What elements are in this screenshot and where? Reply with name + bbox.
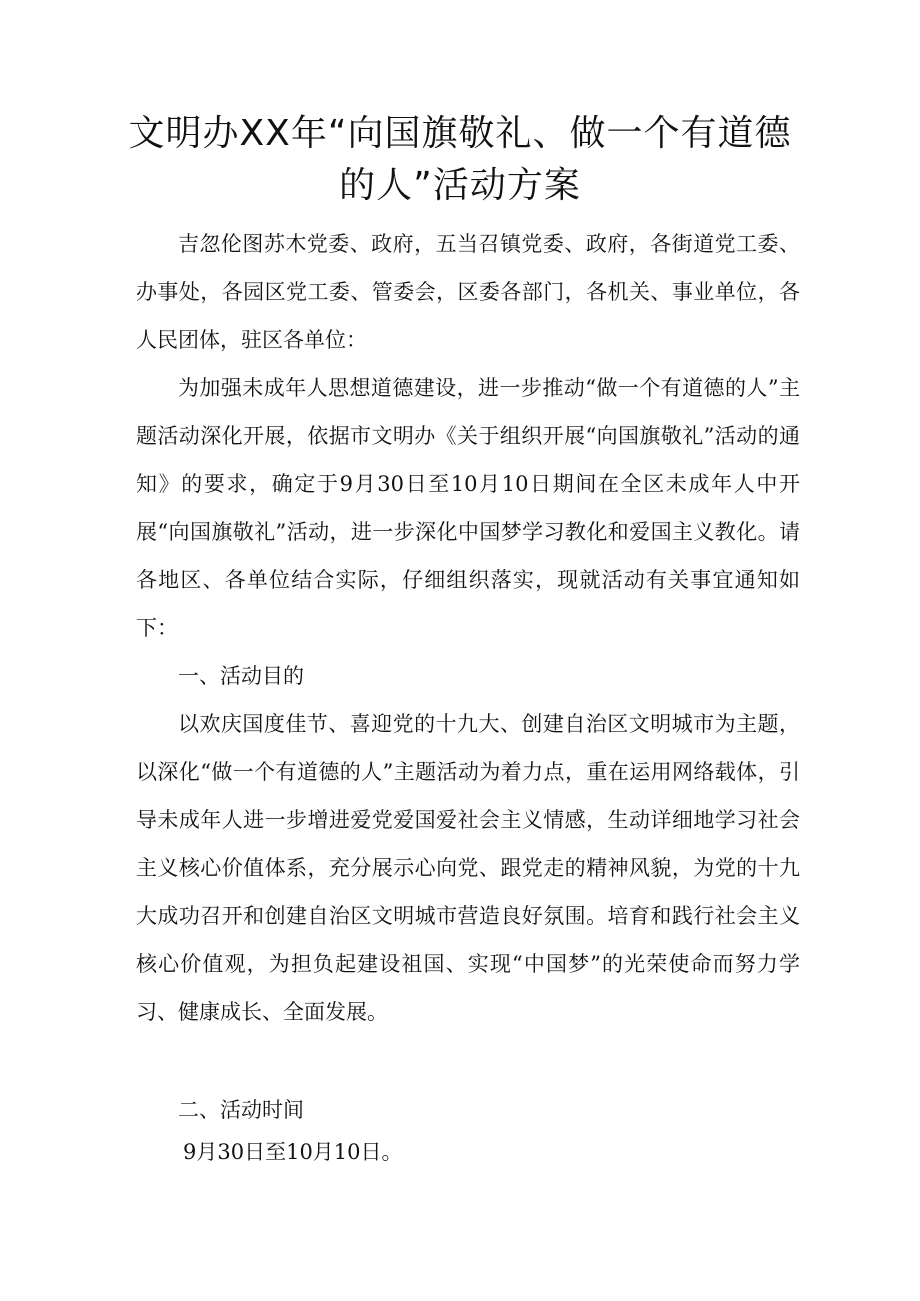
time-paragraph: 9月30日至10月10日。 xyxy=(183,1140,403,1164)
section-heading-purpose: 一、活动目的 xyxy=(178,664,304,688)
purpose-paragraph: 以欢庆国度佳节、喜迎党的十九大、创建自治区文明城市为主题，以深化“做一个有道德的人”主题活动为着力点，重在运用网络载体，引导未成年人进一步增进爱党爱国爱社会主义情感，生动详细地学习社会主义核心价值体系，充分展示心向党、跟党走的精神风貌，为党的十九大成功召开和创建自治区文明城市营造良好氛围。培育和践行社会主义核心价值观，为担负起建设祖国、实现“中国梦”的光荣使命而努力学习、健康成长、全面发展。 xyxy=(136,712,800,1024)
salutation-paragraph: 吉忽伦图苏木党委、政府，五当召镇党委、政府，各街道党工委、办事处，各园区党工委、管委会，区委各部门，各机关、事业单位，各人民团体，驻区各单位： xyxy=(136,232,800,352)
intro-paragraph: 为加强未成年人思想道德建设，进一步推动“做一个有道德的人”主题活动深化开展，依据市文明办《关于组织开展“向国旗敬礼”活动的通知》的要求，确定于9月30日至10月10日期间在全区未成年人中开展“向国旗敬礼”活动，进一步深化中国梦学习教化和爱国主义教化。请各地区、各单位结合实际，仔细组织落实，现就活动有关事宜通知如下： xyxy=(136,376,800,640)
document-title: 文明办XX年“向国旗敬礼、做一个有道德的人”活动方案 xyxy=(128,113,792,206)
section-heading-time: 二、活动时间 xyxy=(178,1098,304,1122)
